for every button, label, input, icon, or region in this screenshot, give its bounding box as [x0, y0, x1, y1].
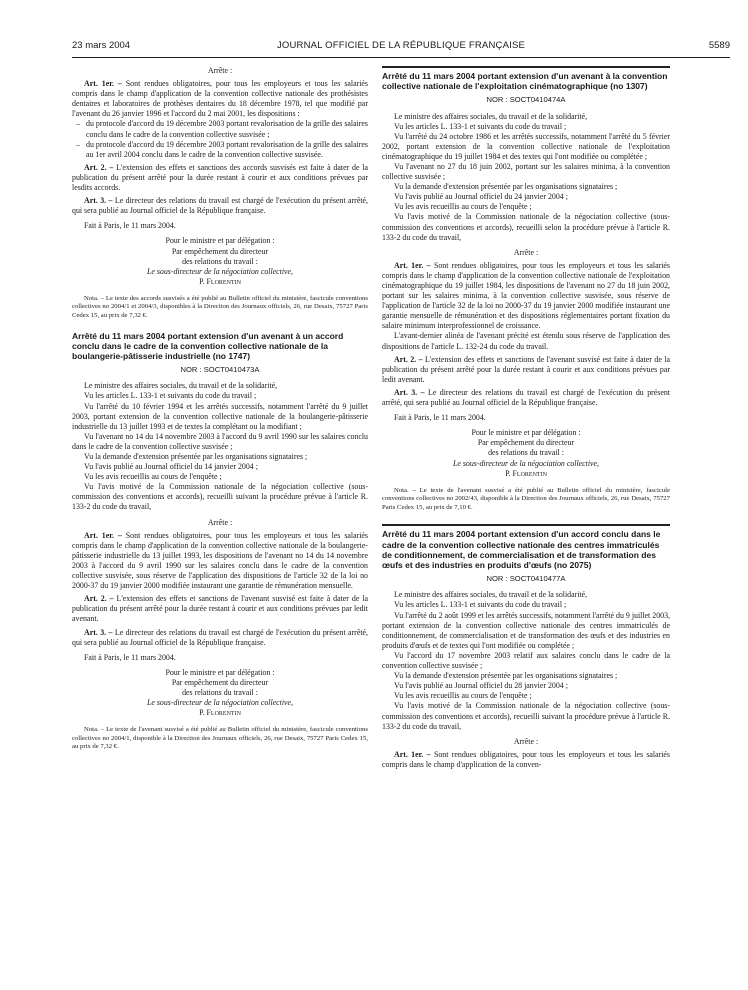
arrete-heading: Arrête :	[207, 66, 233, 75]
journal-title: JOURNAL OFFICIEL DE LA RÉPUBLIQUE FRANÇAISE	[276, 40, 526, 51]
signature-line: Par empêchement du directeur	[171, 246, 269, 256]
visa-line: Vu l'arrêté du 24 octobre 1986 et les arrêtés successifs, notamment l'arrêté du 5 février 2002, portant extension de la convention collective nationale de l'exploitation cinématographique du 19 juillet 1984 et des textes qui l'ont modifiée ou complétée ;	[382, 131, 670, 161]
signature-line: des relations du travail :	[182, 687, 258, 697]
arrete-heading: Arrête :	[513, 736, 539, 746]
signature-line: Le sous-directeur de la négociation collective,	[146, 698, 294, 708]
signature-line: Par empêchement du directeur	[171, 677, 269, 687]
signatory-name: P. Florentin	[505, 468, 547, 478]
article-label: Art. 2. –	[84, 162, 114, 172]
article-text: Sont rendues obligatoires, pour tous les employeurs et tous les salariés compris dans le champ d'application de la convention collective nationale de la boulangerie-pâtisserie industrielle du 13 juillet 1993, les dispositions de l'avenant no 14 du 14 novembre 2003 à l'accord du 9 avril 1990 sur les salaires conclu dans le cadre de la convention collective susvisée, sous réserve de l'application des dispositions de l'article 32 de la loi no 2000-37 du 19 janvier 2000 modifiée instaurant une garantie de rémunération mensuelle.	[72, 530, 368, 591]
nor-reference: NOR : SOCT0410477A	[486, 574, 566, 584]
visa-line: Vu les articles L. 133-1 et suivants du code du travail ;	[394, 121, 567, 131]
visa-line: Vu les articles L. 133-1 et suivants du code du travail ;	[394, 600, 567, 610]
visa-line: Vu les articles L. 133-1 et suivants du code du travail ;	[84, 391, 257, 401]
article-label: Art. 3. –	[84, 627, 113, 637]
section-rule	[382, 66, 670, 68]
signature-line: Par empêchement du directeur	[477, 438, 575, 448]
signature-line: Le sous-directeur de la négociation collective,	[452, 458, 600, 468]
article-3	[72, 196, 368, 216]
fait-line: Fait à Paris, le 11 mars 2004.	[84, 221, 176, 231]
decree-title: Arrêté du 11 mars 2004 portant extension d'un accord conclu dans le cadre de la convention collective nationale des centres immatriculés de conditionnement, de commercialisation et de transformation des œufs et des industries en produits d'œufs (no 2075)	[382, 529, 661, 571]
visa-line: Vu la demande d'extension présentée par les organisations signataires ;	[394, 671, 618, 681]
nota-note: Nota. – Le texte de l'avenant susvisé a été publié au Bulletin officiel du ministère, fascicule conventions collectives no 2002/43, disponible à la Direction des Journaux officiels, 26, rue Desaix, 75727 Paris Cedex 15, au prix de 7,10 €.	[382, 486, 670, 511]
article-text: Sont rendues obligatoires, pour tous les employeurs et tous les salariés compris dans le champ d'application de la convention collective nationale de l'exploitation cinématographique du 19 juillet 1984, les dispositions de l'avenant no 27 du 18 juin 2002, portant sur les salaires minima, à la convention collective susvisée, sous réserve de l'application de l'article 32 de la loi no 2000-37 du 19 janvier 2000 modifiée instaurant une garantie mensuelle de rémunération et des dispositions réglementaires portant fixation du salaire minimum interprofessionnel de croissance.	[382, 260, 671, 331]
visa-line: Vu la demande d'extension présentée par les organisations signataires ;	[394, 182, 618, 192]
signature-line: Le sous-directeur de la négociation collective,	[146, 266, 294, 276]
visa-line: Vu l'arrêté du 10 février 1994 et les arrêtés successifs, notamment l'arrêté du 9 juillet 2003, portant extension de la convention collective nationale de la boulangerie-pâtisserie industrielle du 13 juillet 1993 et de textes la complétant ou la modifiant ;	[72, 401, 368, 431]
article-text: L'extension des effets et sanctions de l'avenant susvisé est faite à dater de la publication du présent arrêté pour la durée restant à courir et aux conditions prévues par ledit avenant.	[72, 594, 368, 624]
fait-line: Fait à Paris, le 11 mars 2004.	[84, 652, 176, 662]
signature-line: Pour le ministre et par délégation :	[165, 236, 275, 246]
decree-title: Arrêté du 11 mars 2004 portant extension d'un avenant à la convention collective nationale de l'exploitation cinématographique (no 1307)	[382, 71, 668, 92]
article-text: Sont rendues obligatoires, pour tous les employeurs et tous les salariés compris dans le champ d'application de la convention collective nationale des prothésistes dentaires et laboratoires de prothèses dentaires du 18 décembre 1978, tel que modifié par l'avenant du 26 janvier 1996 et l'accord du 2 mai 2001, les dispositions :	[72, 79, 368, 119]
article-label: Art. 1er. –	[84, 530, 122, 540]
list-item: – du protocole d'accord du 19 décembre 2003 portant revalorisation de la grille des salaires conclu dans le cadre de la convention collective susvisée ;	[72, 119, 368, 139]
nor-reference: NOR : SOCT0410474A	[486, 95, 566, 105]
visa-line: Le ministre des affaires sociales, du travail et de la solidarité,	[84, 381, 278, 391]
header-rule	[72, 57, 730, 58]
visa-line: Vu l'avis publié au Journal officiel du 14 janvier 2004 ;	[84, 462, 258, 472]
visa-line: Vu la demande d'extension présentée par les organisations signataires ;	[84, 452, 308, 462]
visa-line: Vu l'avis publié au Journal officiel du 24 janvier 2004 ;	[394, 192, 568, 202]
visa-line: Le ministre des affaires sociales, du travail et de la solidarité,	[394, 590, 588, 600]
article-label: Art. 1er. –	[394, 260, 431, 270]
visa-line: Vu les avis recueillis au cours de l'enquête ;	[84, 472, 222, 482]
page-header	[72, 40, 730, 54]
fait-line: Fait à Paris, le 11 mars 2004.	[394, 413, 486, 423]
visa-line: Vu l'avis motivé de la Commission nationale de la négociation collective (sous-commission des conventions et accords), recueilli suivant la procédure prévue à l'article R. 133-2 du code du travail,	[382, 701, 670, 731]
signatory-name: P. Florentin	[199, 276, 241, 286]
article-label: Art. 2. –	[84, 594, 114, 604]
visa-line: Le ministre des affaires sociales, du travail et de la solidarité,	[394, 111, 588, 121]
signature-line: des relations du travail :	[488, 448, 564, 458]
article-text: Le directeur des relations du travail est chargé de l'exécution du présent arrêté, qui sera publié au Journal officiel de la République française.	[72, 196, 368, 216]
article-2	[382, 355, 670, 385]
nota-note: Nota. – Le texte de l'avenant susvisé a été publié au Bulletin officiel du ministère, fascicule conventions collectives no 2004/1, disponible à la Direction des Journaux officiels, 26, rue Desaix, 75727 Paris Cedex 15, au prix de 7,32 €.	[72, 726, 368, 751]
article-1	[72, 79, 368, 119]
visa-line: Vu l'avis motivé de la Commission nationale de la négociation collective (sous-commission des conventions et accords), recueilli selon la procédure prévue à l'article R. 133-2 du code du travail,	[382, 212, 670, 242]
left-column	[72, 66, 368, 752]
right-column	[382, 66, 670, 770]
article-1	[382, 261, 670, 332]
visa-line: Vu l'avenant no 14 du 14 novembre 2003 à l'accord du 9 avril 1990 sur les salaires conclu dans le cadre de la convention collective susvisée ;	[72, 431, 368, 451]
article-3	[72, 628, 368, 648]
article-paragraph: L'avant-dernier alinéa de l'avenant précité est étendu sous réserve de l'application des dispositions de l'article L. 132-24 du code du travail.	[382, 331, 670, 351]
article-text: L'extension des effets et sanctions de l'avenant susvisé est faite à dater de la publication du présent arrêté pour la durée restant à courir et aux conditions prévues par ledit avenant.	[382, 354, 670, 384]
article-2	[72, 594, 368, 624]
visa-line: Vu l'avenant no 27 du 18 juin 2002, portant sur les salaires minima, à la convention collective susvisée ;	[382, 161, 670, 182]
article-label: Art. 2. –	[394, 354, 423, 364]
list-item: – du protocole d'accord du 19 décembre 2003 portant revalorisation de la grille des salaires au 1er avril 2004 conclu dans le cadre de la convention collective susvisée.	[72, 140, 368, 160]
visa-line: Vu l'accord du 17 novembre 2003 relatif aux salaires conclu dans le cadre de la convention collective susvisée ;	[382, 650, 670, 671]
article-label: Art. 1er. –	[394, 749, 431, 759]
signature-line: des relations du travail :	[182, 256, 258, 266]
article-1	[382, 750, 670, 770]
article-3	[382, 388, 670, 408]
nota-note: Nota. – Le texte des accords susvisés a été publié au Bulletin officiel du ministère, fascicule conventions collectives no 2004/1 et 2004/3, disponibles à la Direction des Journaux officiels, 26, rue Desaix, 75727 Paris Cedex 15, au prix de 7,32 €.	[72, 294, 368, 320]
visa-line: Vu les avis recueillis au cours de l'enquête ;	[394, 202, 532, 212]
article-text: Le directeur des relations du travail est chargé de l'exécution du présent arrêté, qui sera publié au Journal officiel de la République française.	[72, 627, 368, 647]
article-text: L'extension des effets et sanctions des accords susvisés est faite à dater de la publication du présent arrêté pour la durée restant à courir et aux conditions prévues par lesdits accords.	[72, 162, 368, 193]
arrete-heading: Arrête :	[513, 247, 539, 257]
page-number: 5589	[708, 40, 730, 51]
arrete-heading: Arrête :	[207, 517, 233, 527]
article-text: Sont rendues obligatoires, pour tous les employeurs et tous les salariés compris dans le champ d'application de la conven-	[382, 749, 671, 769]
article-label: Art. 3. –	[84, 196, 113, 206]
visa-line: Vu l'arrêté du 2 août 1999 et les arrêtés successifs, notamment l'arrêté du 9 juillet 2003, portant extension de la convention collective nationale des centres immatriculés de conditionnement, de commercialisation et de transformation des œufs et des industries en produits d'œufs et de textes qui l'ont modifiée ou complétée ;	[382, 610, 670, 650]
signature-line: Pour le ministre et par délégation :	[165, 667, 275, 677]
article-text: Le directeur des relations du travail est chargé de l'exécution du présent arrêté, qui sera publié au Journal officiel de la République française.	[382, 387, 670, 408]
signatory-name: P. Florentin	[199, 708, 241, 718]
article-2	[72, 163, 368, 193]
signature-line: Pour le ministre et par délégation :	[471, 428, 581, 438]
section-rule	[382, 524, 670, 526]
header-date: 23 mars 2004	[72, 40, 131, 51]
article-label: Art. 1er. –	[84, 79, 122, 89]
decree-title: Arrêté du 11 mars 2004 portant extension d'un avenant à un accord conclu dans le cadre de la convention collective nationale de la boulangerie-pâtisserie industrielle (no 1747)	[72, 330, 344, 362]
visa-line: Vu l'avis publié au Journal officiel du 28 janvier 2004 ;	[394, 681, 568, 691]
article-1	[72, 531, 368, 592]
visa-line: Vu l'avis motivé de la Commission nationale de la négociation collective (sous-commission des conventions et accords), recueilli suivant la procédure prévue à l'article R. 133-2 du code du travail,	[72, 482, 368, 512]
nor-reference: NOR : SOCT0410473A	[180, 365, 260, 375]
article-label: Art. 3. –	[394, 387, 425, 397]
visa-line: Vu les avis recueillis au cours de l'enquête ;	[394, 691, 532, 701]
